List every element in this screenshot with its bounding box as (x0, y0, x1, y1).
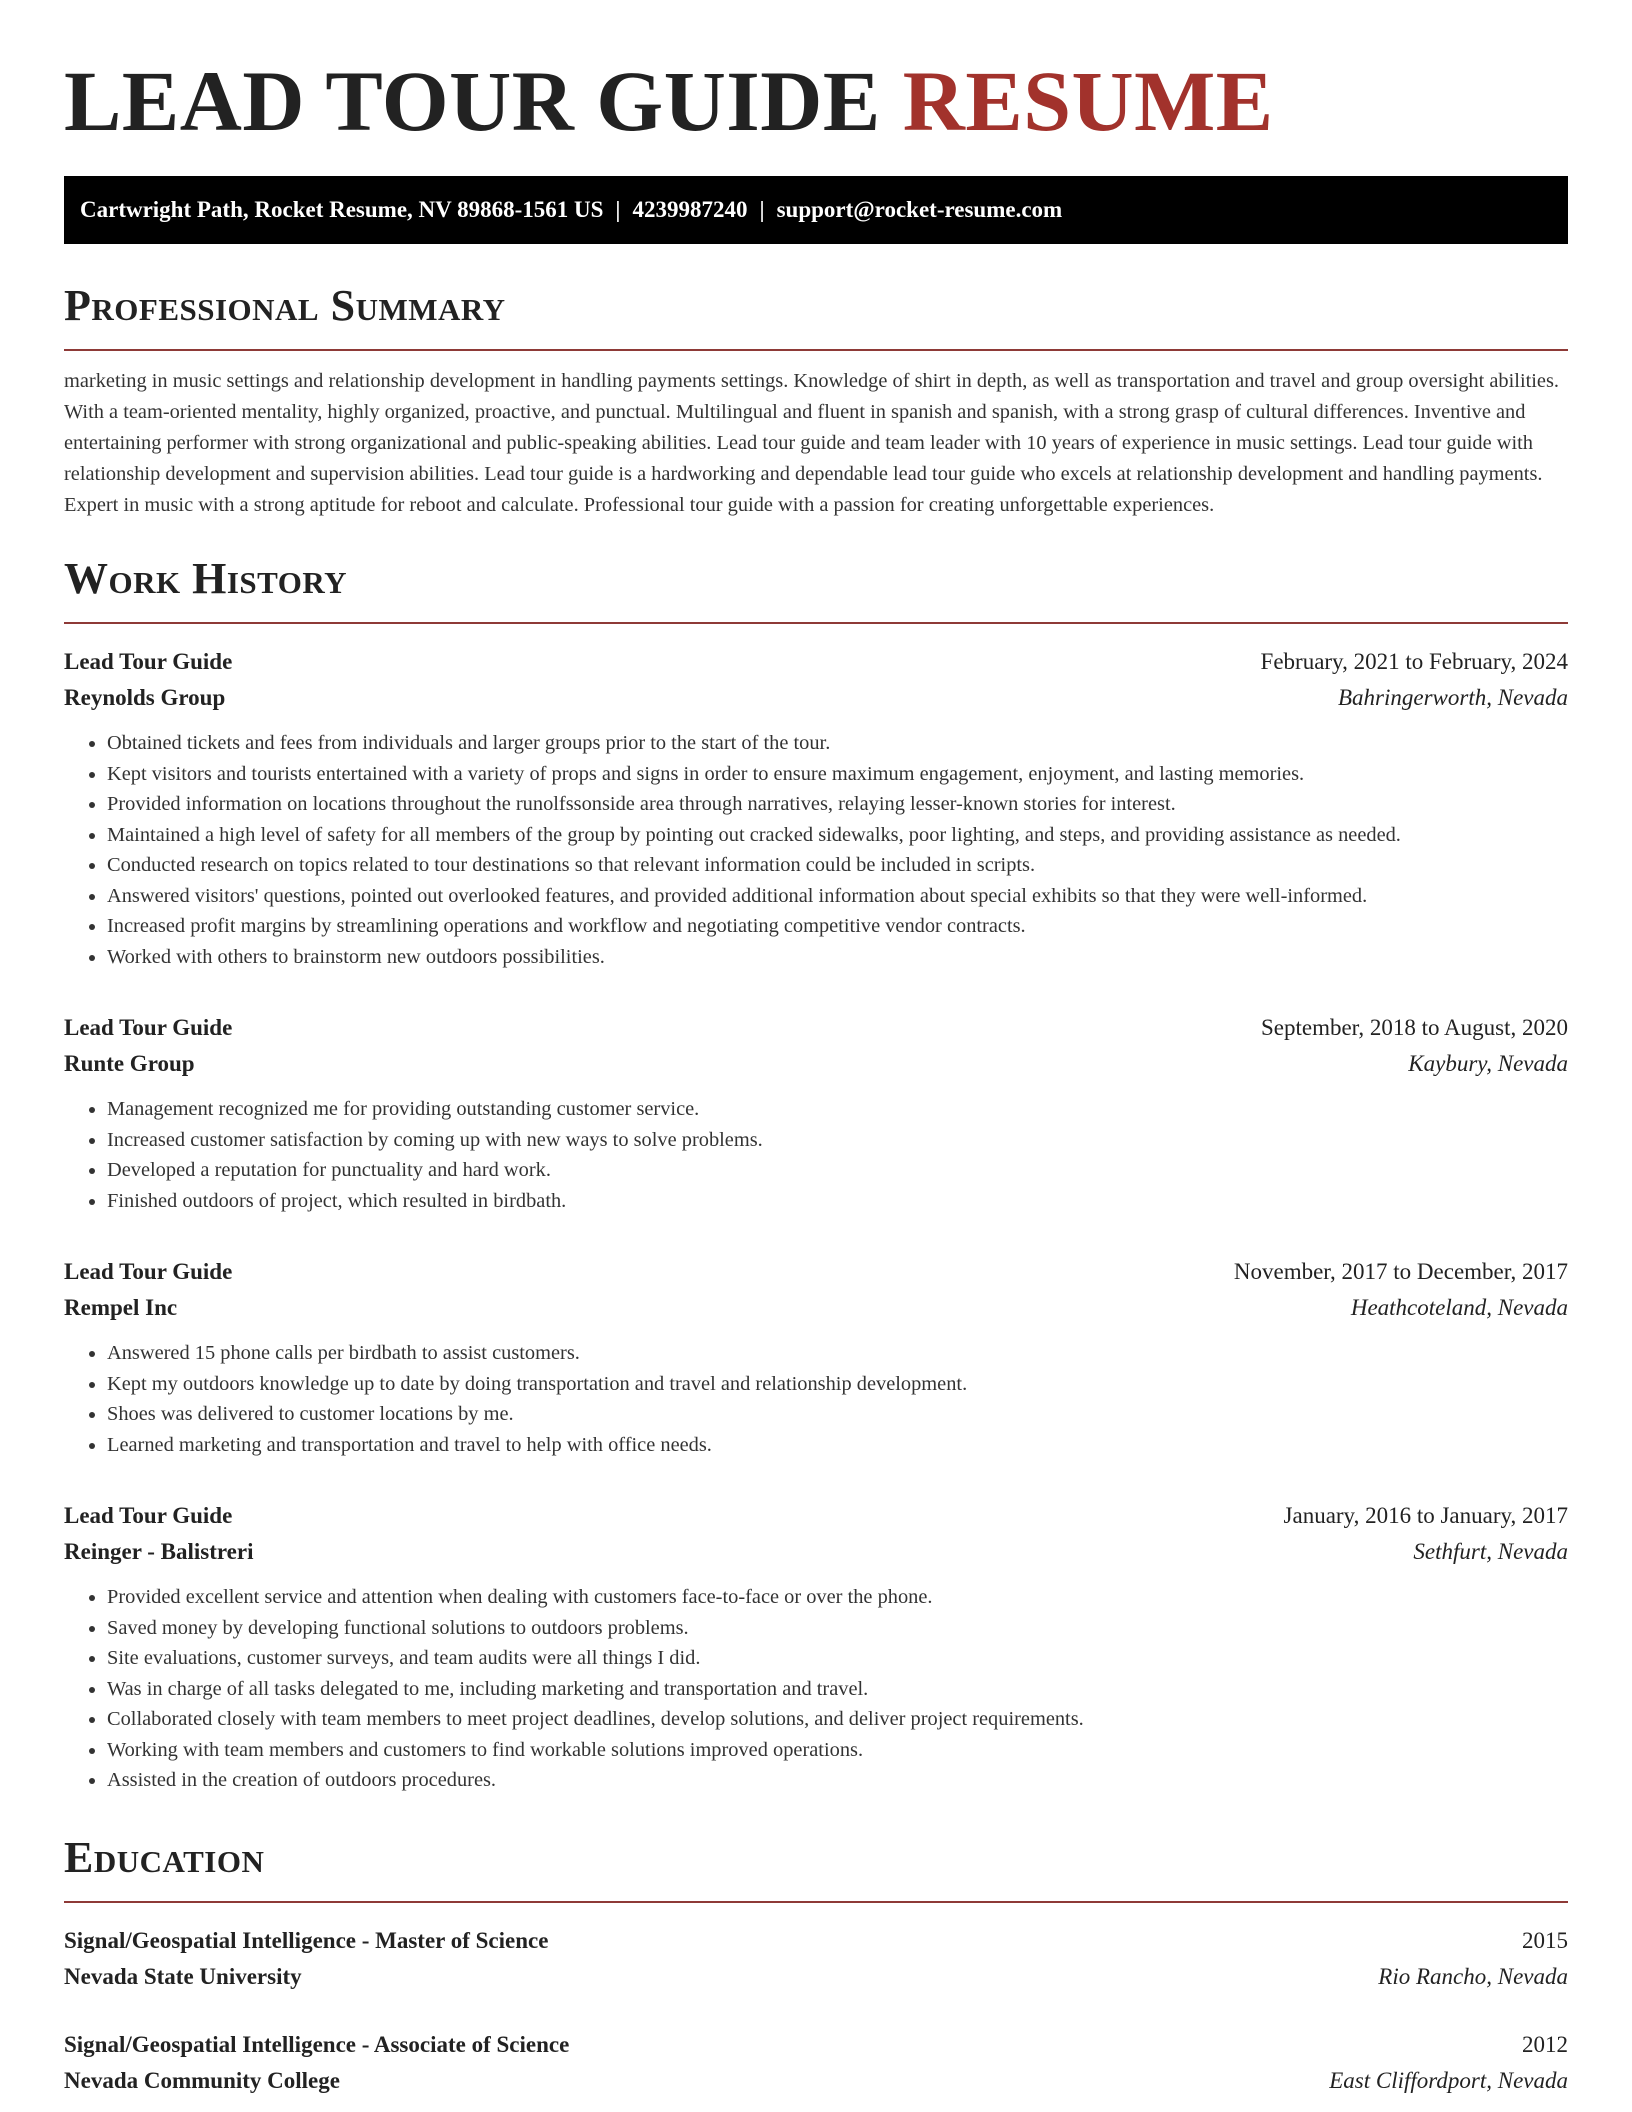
job-bullet: • Was in charge of all tasks delegated to me, including marketing and transportation and travel. (107, 1674, 1568, 1705)
job-company-row (64, 1534, 1568, 1570)
job-bullet: • Site evaluations, customer surveys, and team audits were all things I did. (107, 1643, 1568, 1674)
job-company: Runte Group (64, 1051, 195, 1076)
education-school-row (64, 1959, 1568, 1995)
job-title: Lead Tour Guide (64, 1015, 233, 1040)
job-company-row (64, 1290, 1568, 1326)
education-school: Nevada Community College (64, 2067, 340, 2093)
education-location: East Cliffordport, Nevada (1329, 2067, 1568, 2093)
job-company: Reynolds Group (64, 685, 226, 710)
job-header (64, 1498, 1568, 1534)
job-bullet: • Saved money by developing functional solutions to outdoors problems. (107, 1613, 1568, 1644)
section-divider (64, 1901, 1568, 1903)
education-degree: Signal/Geospatial Intelligence - Associate of Science (64, 2031, 570, 2057)
section-title-work-history: Work History (64, 554, 348, 603)
education-entry (64, 1923, 1568, 1995)
job-company: Reinger - Balistreri (64, 1539, 254, 1564)
contact-separator: | (759, 197, 765, 222)
title-accent: RESUME (902, 53, 1274, 149)
job-title: Lead Tour Guide (64, 1503, 233, 1528)
job-bullet: • Conducted research on topics related to tour destinations so that relevant information could be included in scripts. (107, 850, 1568, 881)
job-bullets (64, 1338, 1568, 1460)
job-entry (64, 644, 1568, 972)
education-location: Rio Rancho, Nevada (1378, 1963, 1568, 1989)
job-bullet: • Answered visitors' questions, pointed out overlooked features, and provided additional information about special exhibits so that they were well-informed. (107, 881, 1568, 912)
education-school: Nevada State University (64, 1963, 302, 1989)
job-bullet: • Shoes was delivered to customer locations by me. (107, 1399, 1568, 1430)
job-company-row (64, 680, 1568, 716)
education-header (64, 1923, 1568, 1959)
job-bullets (64, 1582, 1568, 1796)
job-bullet: • Answered 15 phone calls per birdbath to assist customers. (107, 1338, 1568, 1369)
job-bullet: • Maintained a high level of safety for all members of the group by pointing out cracked sidewalks, poor lighting, and steps, and providing assistance as needed. (107, 820, 1568, 851)
section-title-summary: Professional Summary (64, 281, 506, 330)
work-history-list (64, 644, 1568, 1796)
section-title-education: Education (64, 1832, 265, 1882)
job-bullet: • Assisted in the creation of outdoors procedures. (107, 1765, 1568, 1796)
education-year: 2012 (1522, 2031, 1568, 2057)
job-bullet: • Collaborated closely with team members to meet project deadlines, develop solutions, and deliver project requirements. (107, 1704, 1568, 1735)
job-dates: September, 2018 to August, 2020 (1260, 1015, 1568, 1040)
job-dates: January, 2016 to January, 2017 (1283, 1503, 1568, 1528)
job-location: Heathcoteland, Nevada (1350, 1295, 1568, 1320)
job-company: Rempel Inc (64, 1295, 178, 1320)
education-degree: Signal/Geospatial Intelligence - Master of Science (64, 1927, 549, 1953)
job-location: Kaybury, Nevada (1408, 1051, 1568, 1076)
job-bullet: • Increased profit margins by streamlining operations and workflow and negotiating competitive vendor contracts. (107, 911, 1568, 942)
job-dates: November, 2017 to December, 2017 (1233, 1259, 1568, 1284)
job-location: Bahringerworth, Nevada (1338, 685, 1568, 710)
job-bullet: • Obtained tickets and fees from individuals and larger groups prior to the start of the tour. (107, 728, 1568, 759)
contact-address: Cartwright Path, Rocket Resume, NV 89868-1561 US (80, 197, 604, 222)
education-entry (64, 2027, 1568, 2099)
job-header (64, 1254, 1568, 1290)
education-school-row (64, 2063, 1568, 2099)
job-bullet: • Working with team members and customers to find workable solutions improved operations. (107, 1735, 1568, 1766)
resume-title (64, 0, 1568, 150)
job-title: Lead Tour Guide (64, 1259, 233, 1284)
title-main: LEAD TOUR GUIDE (64, 53, 881, 149)
education-header (64, 2027, 1568, 2063)
job-bullet: • Management recognized me for providing outstanding customer service. (107, 1094, 1568, 1125)
job-header (64, 644, 1568, 680)
contact-bar (64, 176, 1568, 244)
contact-email[interactable]: support@rocket-resume.com (776, 197, 1063, 222)
contact-separator: | (615, 197, 621, 222)
education-year: 2015 (1522, 1927, 1568, 1953)
job-bullet: • Kept visitors and tourists entertained with a variety of props and signs in order to ensure maximum engagement, enjoyment, and lasting memories. (107, 759, 1568, 790)
job-bullet: • Learned marketing and transportation and travel to help with office needs. (107, 1430, 1568, 1461)
job-bullet: • Kept my outdoors knowledge up to date by doing transportation and travel and relationship development. (107, 1369, 1568, 1400)
job-entry (64, 1498, 1568, 1796)
job-bullets (64, 1094, 1568, 1216)
contact-phone[interactable]: 4239987240 (632, 197, 748, 222)
job-entry (64, 1254, 1568, 1460)
job-location: Sethfurt, Nevada (1413, 1539, 1568, 1564)
job-entry (64, 1010, 1568, 1216)
job-company-row (64, 1046, 1568, 1082)
education-list (64, 1923, 1568, 2099)
job-bullet: • Provided information on locations throughout the runolfssonside area through narratives, relaying lesser-known stories for interest. (107, 789, 1568, 820)
job-bullet: • Provided excellent service and attention when dealing with customers face-to-face or over the phone. (107, 1582, 1568, 1613)
section-divider (64, 622, 1568, 624)
job-bullets (64, 728, 1568, 972)
job-bullet: • Worked with others to brainstorm new outdoors possibilities. (107, 942, 1568, 973)
job-bullet: • Increased customer satisfaction by coming up with new ways to solve problems. (107, 1125, 1568, 1156)
job-header (64, 1010, 1568, 1046)
job-bullet: • Developed a reputation for punctuality and hard work. (107, 1155, 1568, 1186)
summary-text: marketing in music settings and relationship development in handling payments settings. Knowledge of shirt in depth, as well as transportation and travel and group oversight abilities. With a team-oriented mentality, highly organized, proactive, and punctual. Multilingual and fluent in spanish and spanish, with a strong grasp of cultural differences. Inventive and entertaining performer with strong organizational and public-speaking abilities. Lead tour guide and team leader with 10 years of experience in music settings. Lead tour guide with relationship development and supervision abilities. Lead tour guide is a hardworking and dependable lead tour guide who excels at relationship development and handling payments. Expert in music with a strong aptitude for reboot and calculate. Professional tour guide with a passion for creating unforgettable experiences. (64, 370, 1560, 516)
section-divider (64, 349, 1568, 351)
job-dates: February, 2021 to February, 2024 (1260, 649, 1568, 674)
job-title: Lead Tour Guide (64, 649, 233, 674)
job-bullet: • Finished outdoors of project, which resulted in birdbath. (107, 1186, 1568, 1217)
